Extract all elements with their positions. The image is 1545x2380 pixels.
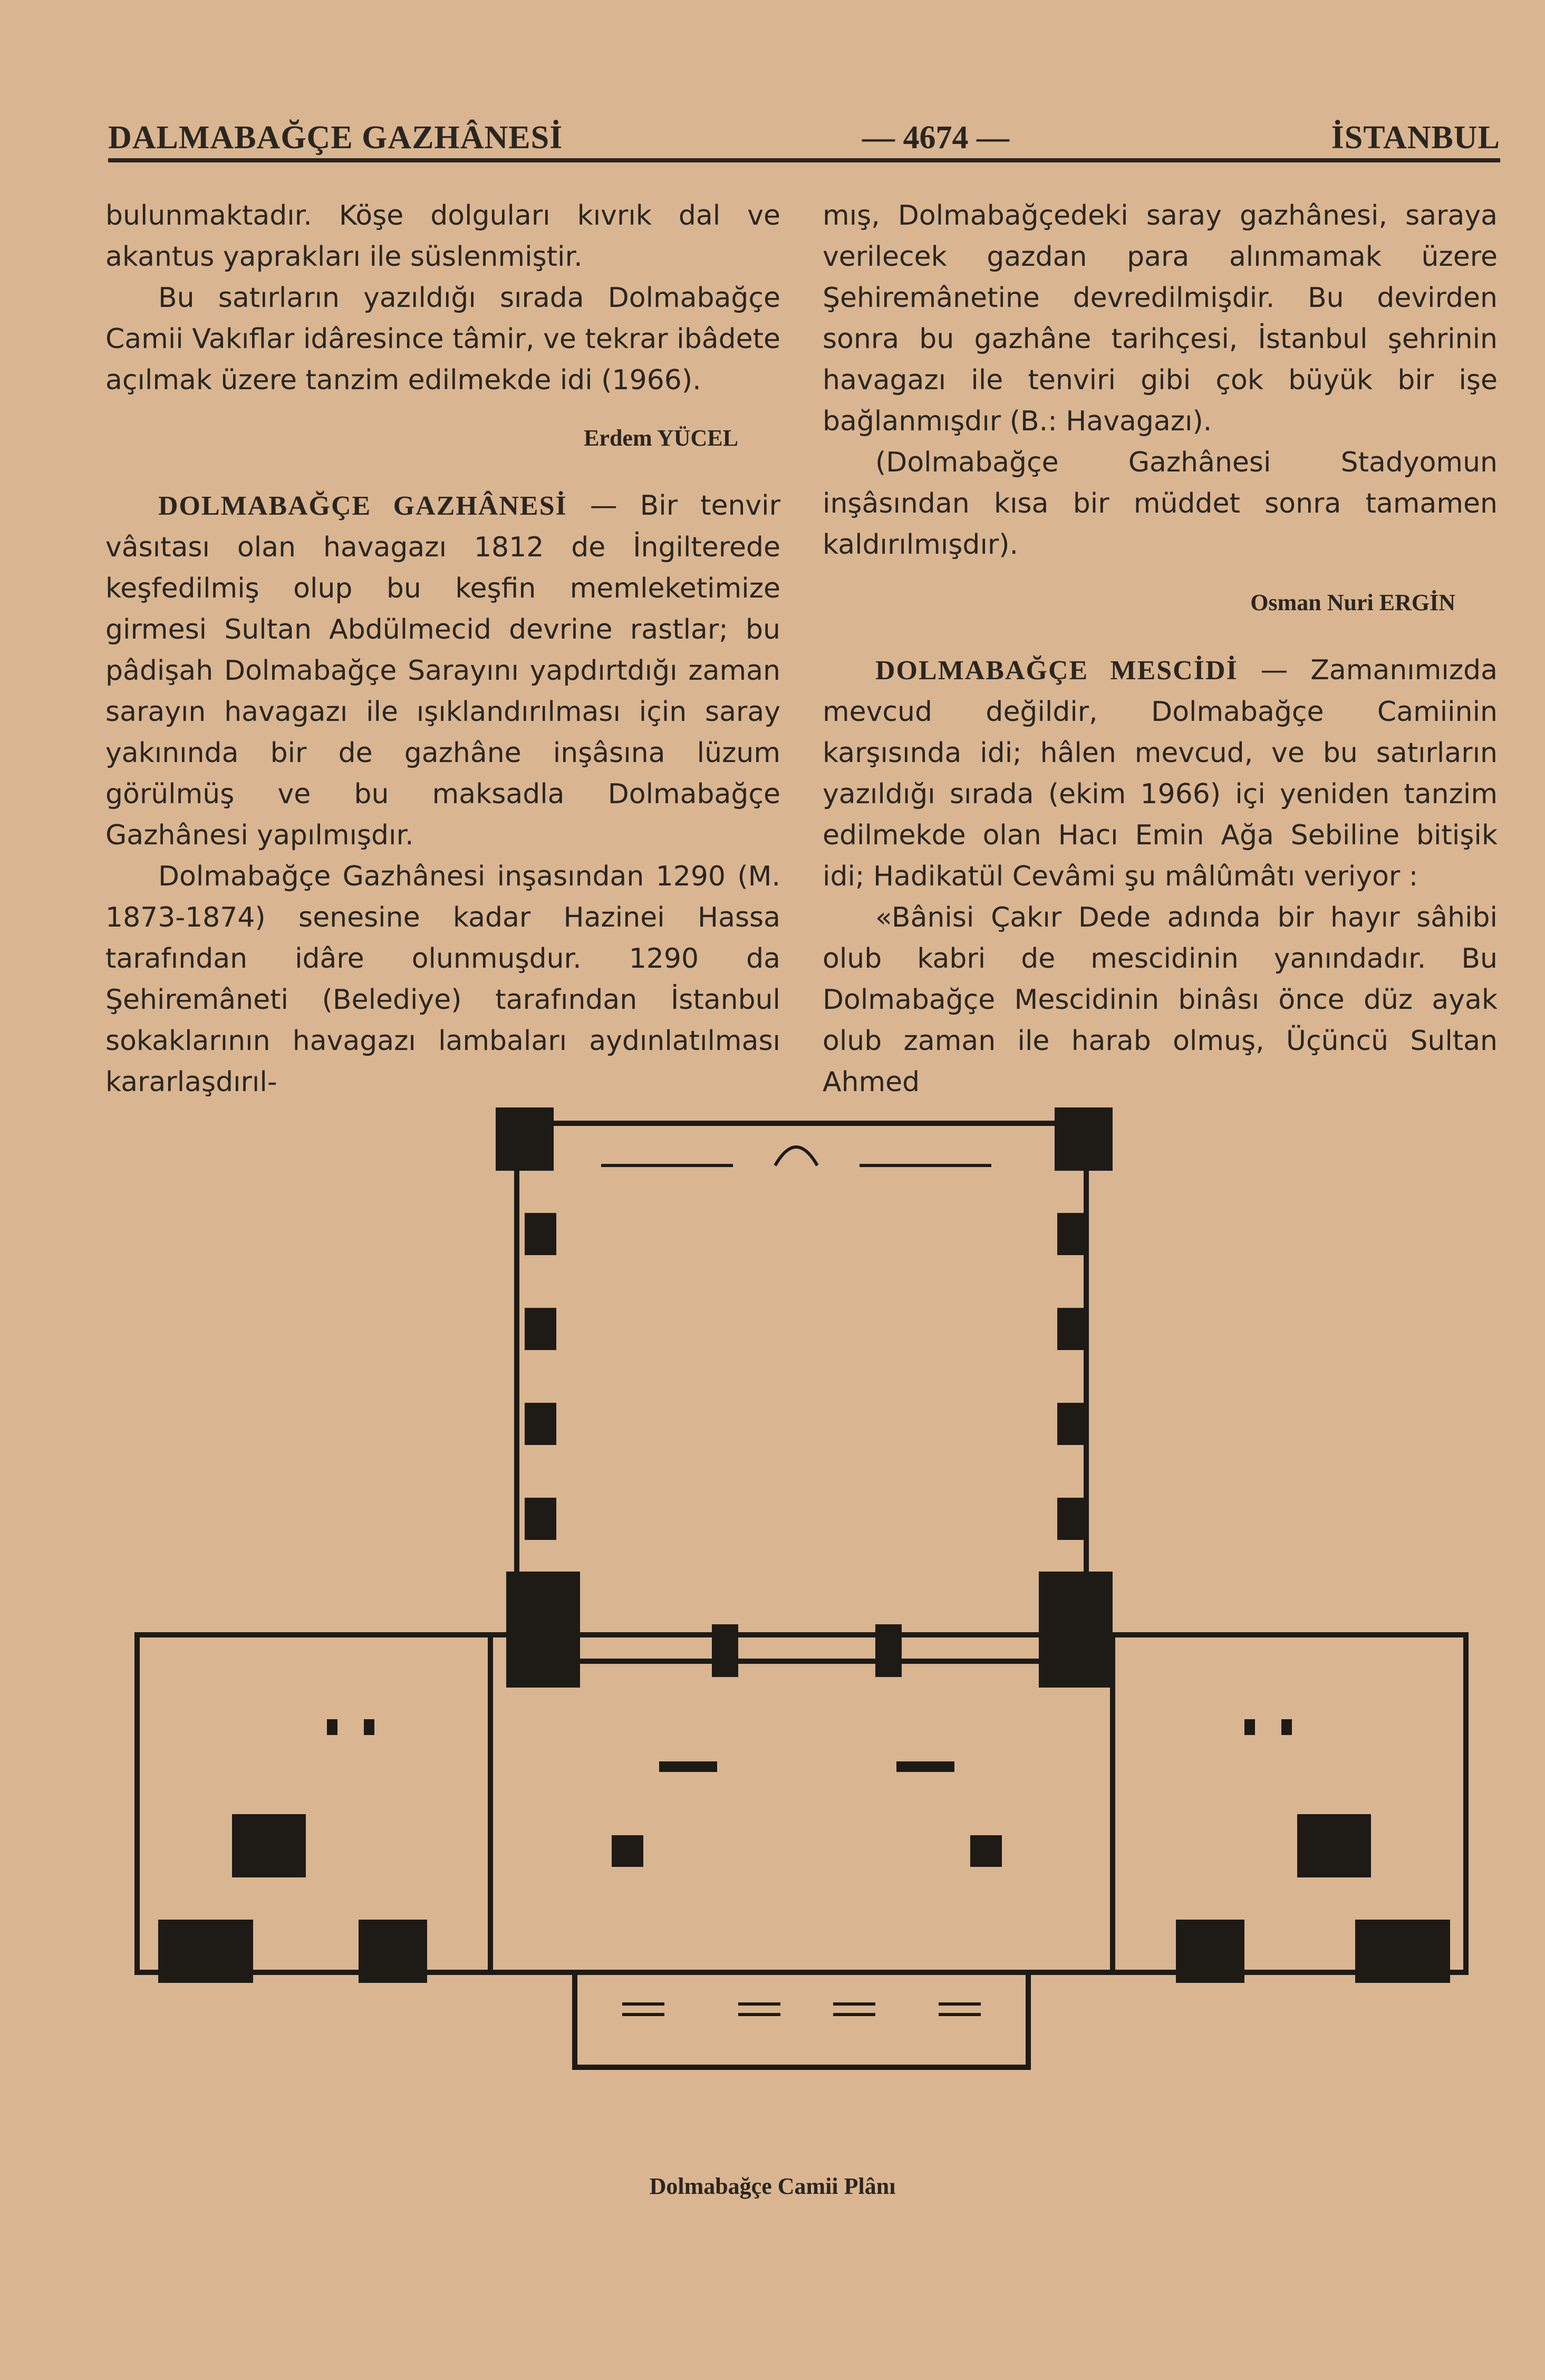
author-signature: Osman Nuri ERGİN <box>1250 590 1455 615</box>
pier <box>1281 1719 1292 1735</box>
left-column <box>105 195 780 1103</box>
paragraph: «Bânisi Çakır Dede adında bir hayır sâhibi olub kabri de mescidinin yanındadır. Bu Dolmabağçe Mescidinin binâsı önce düz ayak olub zaman ile harab olmuş, Üçüncü Sultan Ahmed <box>823 902 1498 1098</box>
staircase <box>1297 1814 1371 1877</box>
pier <box>712 1624 738 1677</box>
header-city: İSTANBUL <box>1331 120 1500 156</box>
entry-paragraph <box>105 485 780 856</box>
wall-segment <box>896 1761 954 1772</box>
mosque-floor-plan <box>127 1097 1508 2120</box>
running-header <box>108 115 1500 157</box>
wall-segment <box>659 1761 717 1772</box>
entrance-arch <box>775 1147 817 1165</box>
stair-block <box>1355 1920 1450 1983</box>
pier <box>1244 1719 1255 1735</box>
paragraph: bulunmaktadır. Köşe dolguları kıvrık dal ve akantus yaprakları ile süslenmiştir. <box>105 200 780 273</box>
header-rule <box>108 158 1500 162</box>
right-column <box>823 195 1498 1103</box>
pier <box>875 1624 902 1677</box>
stair-block <box>359 1920 427 1983</box>
corner-pier <box>1055 1107 1113 1171</box>
pier <box>525 1498 556 1540</box>
stair-block <box>158 1920 253 1983</box>
pier <box>525 1308 556 1350</box>
entry-text: — Bir tenvir vâsıtası olan havagazı 1812 de İngilterede keşfedilmiş olup bu keşfin memleketimize girmesi Sultan Abdülmecid devrine rastlar; bu pâdişah Dolmabağçe Sarayını yapdırtdığı zaman sarayın havagazı ile ışıklandırılması için saray yakınında bir de gazhâne inşâsına lüzum görülmüş ve bu maksadla Dolmabağçe Gazhânesi yapılmışdır. <box>105 490 781 851</box>
paragraph: mış, Dolmabağçedeki saray gazhânesi, saraya verilecek gazdan para alınmamak üzere Şehiremânetine devredilmişdir. Bu devirden sonra bu gazhâne tarihçesi, İstanbul şehrinin havagazı ile tenviri gibi çok büyük bir işe bağlanmışdır (B.: Havagazı). <box>823 200 1498 437</box>
pier <box>364 1719 374 1735</box>
pier <box>1057 1213 1089 1255</box>
pier <box>970 1835 1002 1867</box>
main-pier <box>1039 1572 1113 1688</box>
pier <box>612 1835 643 1867</box>
entry-paragraph <box>823 650 1498 897</box>
pier <box>1057 1403 1089 1445</box>
entry-heading: DOLMABAĞÇE GAZHÂNESİ <box>158 491 567 521</box>
main-pier <box>506 1572 580 1688</box>
corner-pier <box>496 1107 554 1171</box>
figure-caption: Dolmabağçe Camii Plânı <box>649 2173 896 2199</box>
courtyard-outline <box>517 1123 1086 1661</box>
staircase <box>232 1814 306 1877</box>
page-number: — 4674 — <box>862 120 1009 156</box>
front-porch-outline <box>575 1972 1028 2067</box>
pier <box>1057 1498 1089 1540</box>
paragraph: (Dolmabağçe Gazhânesi Stadyomun inşâsından kısa bir müddet sonra tamamen kaldırılmışdır). <box>823 447 1498 561</box>
stair-block <box>1176 1920 1244 1983</box>
header-title: DALMABAĞÇE GAZHÂNESİ <box>108 120 563 156</box>
central-hall-outline <box>490 1635 1113 1972</box>
pier <box>525 1403 556 1445</box>
paragraph: Dolmabağçe Gazhânesi inşasından 1290 (M. 1873-1874) senesine kadar Hazinei Hassa tarafından idâre olunmuşdur. 1290 da Şehiremâneti (Belediye) tarafından İstanbul sokaklarının havagazı lambaları aydınlatılması kararlaşdırıl- <box>105 861 780 1098</box>
entry-heading: DOLMABAĞÇE MESCİDİ <box>875 656 1238 686</box>
pier <box>327 1719 337 1735</box>
paragraph: Bu satırların yazıldığı sırada Dolmabağçe Camii Vakıflar idâresince tâmir, ve tekrar ibâdete açılmak üzere tanzim edilmekde idi (1966). <box>105 282 780 396</box>
pier <box>1057 1308 1089 1350</box>
author-signature: Erdem YÜCEL <box>584 425 738 451</box>
entry-text: — Zamanımızda mevcud değildir, Dolmabağçe Camiinin karşısında idi; hâlen mevcud, ve bu satırların yazıldığı sırada (ekim 1966) içi yeniden tanzim edilmekde olan Hacı Emin Ağa Sebiline bitişik idi; Hadikatül Cevâmi şu mâlûmâtı veriyor : <box>823 654 1498 892</box>
pier <box>525 1213 556 1255</box>
